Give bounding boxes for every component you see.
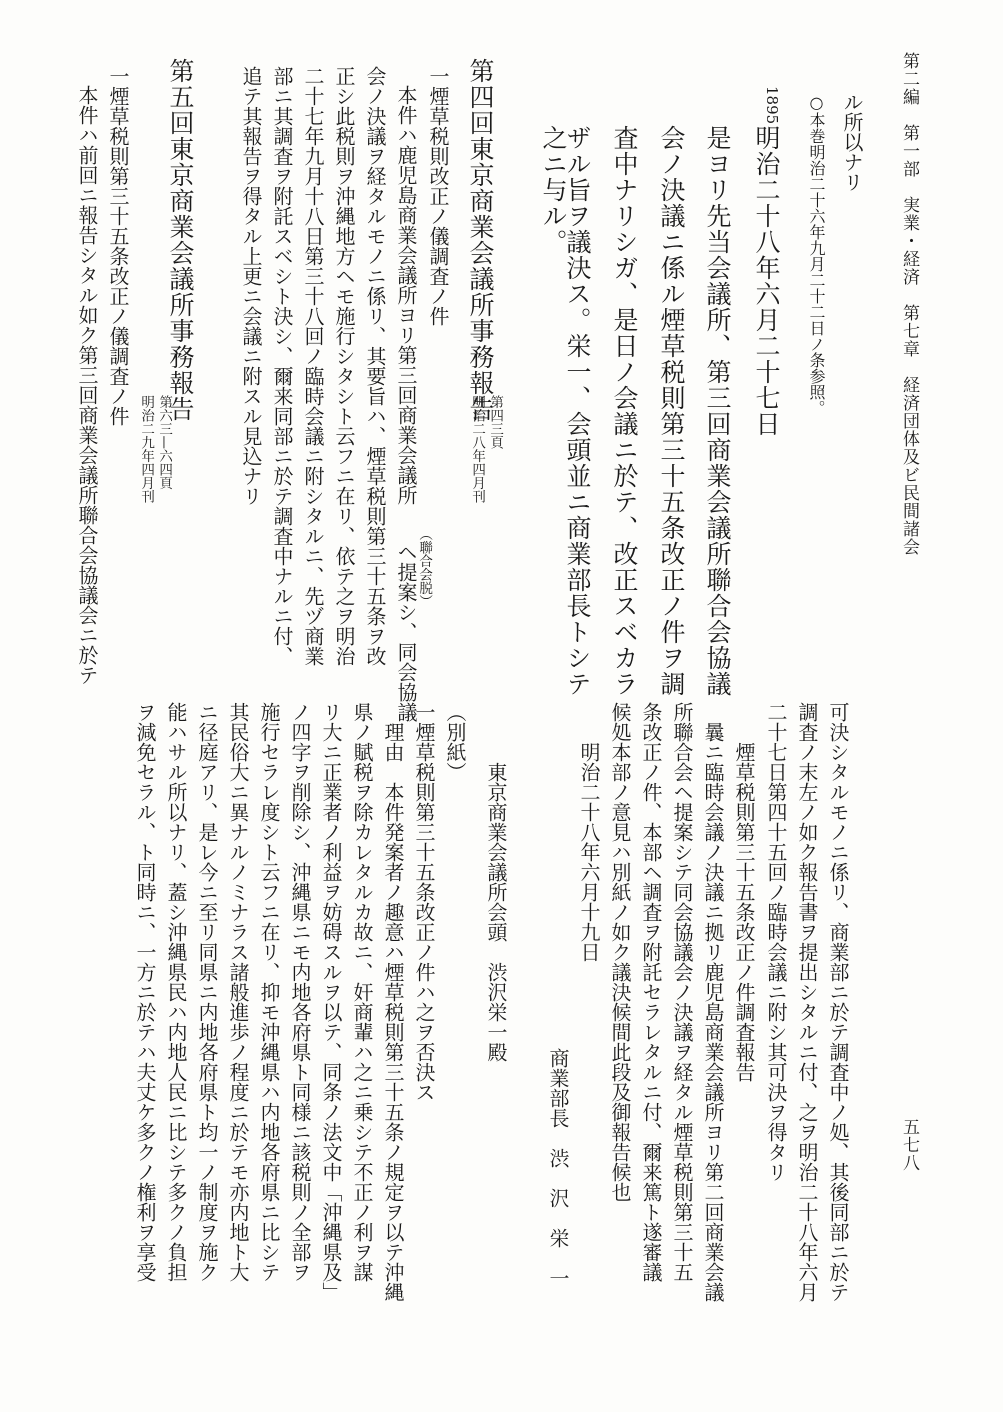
report5-line: 本件ハ前回ニ報告シタル如ク第三回商業会議所聯合会協議会ニ於テ <box>75 85 99 685</box>
report4-line: 部ニ其調査ヲ附託スベシト決シ、爾来同部ニ於テ調査中ナルニ付、 <box>270 66 294 666</box>
report-date: 明治二十八年六月十九日 <box>577 742 601 962</box>
report4-line: 追テ其報告ヲ得タル上更ニ会議ニ附スル見込ナリ <box>239 66 263 506</box>
reason-line: ニ径庭アリ、是レ今ニ至リ同県ニ内地各府県ト均一ノ制度ヲ施ク <box>195 702 219 1282</box>
page-number: 五七八 <box>899 1118 919 1172</box>
report4-insert-note: （聯合会脱） <box>416 527 433 608</box>
report5-source: 明治二九年四月刊 <box>138 395 155 503</box>
report-line: 所聯合会ヘ提案シテ同会協議会ノ決議ヲ経タル煙草税則第三十五 <box>670 702 694 1282</box>
decision-line: 一煙草税則第三十五条改正ノ件ハ之ヲ否決ス <box>412 702 436 1102</box>
reason-line: 其民俗大ニ異ナルノミナラス諸般進歩ノ程度ニ於テモ亦内地ト大 <box>226 702 250 1282</box>
report4-item: 一煙草税則改正ノ儀調査ノ件 <box>426 66 450 326</box>
report5-item: 一煙草税則第三十五条改正ノ儀調査ノ件 <box>106 66 130 426</box>
reason-line: 理由 本件発案者ノ趣意ハ煙草税則第三十五条ノ規定ヲ以テ沖縄 <box>381 722 405 1302</box>
report4-line: 会ノ決議ヲ経タルモノニ係リ、其要旨ハ、煙草税則第三十五条ヲ改 <box>363 66 387 666</box>
reason-line: ノ四字ヲ削除シ、沖縄県ニモ内地各府県ト同様ニ該税則ノ全部ヲ <box>288 702 312 1282</box>
attachment-label: （別紙） <box>443 702 467 782</box>
report-signer: 商業部長 渋 沢 栄 一 <box>546 1048 570 1288</box>
reason-line: リ大ニ正業者ノ利益ヲ妨碍スルヲ以テ、同条ノ法文中「沖縄県及」 <box>319 702 343 1302</box>
continued-line: 二十七日第四十五回ノ臨時会議ニ附シ其可決ヲ得タリ <box>764 702 788 1182</box>
report4-line-tail: ヘ提案シ、同会協議 <box>394 542 418 722</box>
report4-source: 明治二八年四月刊 <box>469 395 486 503</box>
report-addressee: 東京商業会議所会頭 渋沢栄一殿 <box>484 762 508 1062</box>
report4-line: 本件ハ鹿児島商業会議所ヨリ第三回商業会議所 <box>394 85 418 505</box>
entry-date: 明治二十八年六月二十七日 <box>752 125 781 437</box>
entry-text-line: 査中ナリシガ、是日ノ会議ニ於テ、改正スベカラ <box>610 125 639 697</box>
report4-line: 正シ此税則ヲ沖縄地方ヘモ施行シタシト云フニ在リ、依テ之ヲ明治 <box>332 66 356 666</box>
reason-line: 施行セラレ度シト云フニ在リ、抑モ沖縄県ハ内地各府県ニ比シテ <box>257 702 281 1282</box>
entry-text-line: ザル旨ヲ議決ス。栄一、会頭並ニ商業部長トシテ <box>563 125 592 697</box>
continued-line: 可決シタルモノニ係リ、商業部ニ於テ調査中ノ処、其後同部ニ於テ <box>826 702 850 1302</box>
report-line: 曩ニ臨時会議ノ決議ニ拠リ鹿児島商業会議所ヨリ第二回商業会議 <box>701 722 725 1302</box>
continued-line: 調査ノ末左ノ如ク報告書ヲ提出シタルニ付、之ヲ明治二十八年六月 <box>795 702 819 1302</box>
cross-reference-note: ○本巻明治二十六年九月二十二日ノ条参照。 <box>807 93 826 416</box>
report-line: 条改正ノ件、本部ヘ調査ヲ附託セラレタルニ付、爾来篤ト遂審議 <box>639 702 663 1282</box>
entry-text-line: 会ノ決議ニ係ル煙草税則第三十五条改正ノ件ヲ調 <box>657 125 686 697</box>
reason-line: ヲ減免セラル、ト同時ニ、一方ニ於テハ夫丈ケ多クノ権利ヲ享受 <box>133 702 157 1282</box>
running-head: 第二編 第一部 実業・経済 第七章 経済団体及ビ民間諸会 <box>899 52 919 556</box>
continued-line: ル所以ナリ <box>840 92 864 192</box>
report5-title: 第五回東京商業会議所事務報告 <box>166 58 195 422</box>
western-year-note: 1895 <box>763 86 781 125</box>
report5-source: 第六三—六四頁 <box>156 395 173 490</box>
report4-title: 第四回東京商業会議所事務報告 <box>466 58 495 422</box>
entry-text-line: 之ニ与ル。 <box>539 125 568 255</box>
report4-source: 第四三頁 <box>487 395 504 449</box>
report-title: 煙草税則第三十五条改正ノ件調査報告 <box>732 742 756 1082</box>
reason-line: 県ノ賦税ヲ除カレタルカ故ニ、奸商輩ハ之ニ乗シテ不正ノ利ヲ謀 <box>350 702 374 1282</box>
entry-text-line: 是ヨリ先当会議所、第三回商業会議所聯合会協議 <box>703 125 732 697</box>
reason-line: 能ハサル所以ナリ、蓋シ沖縄県民ハ内地人民ニ比シテ多クノ負担 <box>164 702 188 1282</box>
report-line: 候処本部ノ意見ハ別紙ノ如ク議決候間此段及御報告候也 <box>608 702 632 1202</box>
report4-line: 二十七年九月十八日第三十八回ノ臨時会議ニ附シタルニ、先ヅ商業 <box>301 66 325 666</box>
